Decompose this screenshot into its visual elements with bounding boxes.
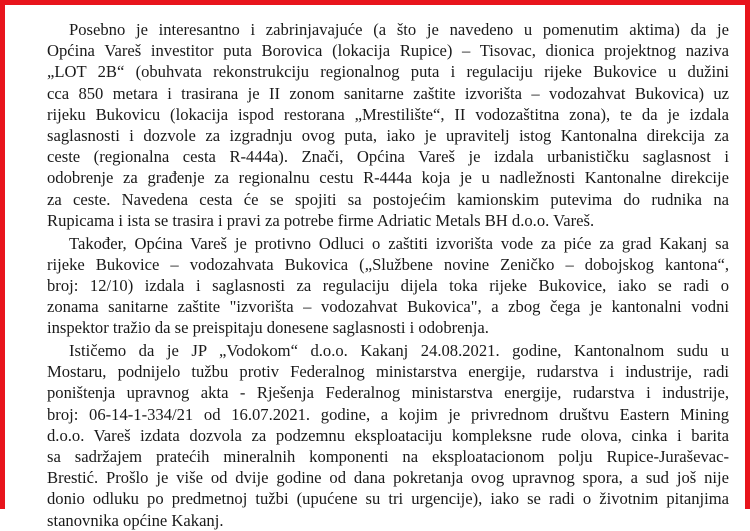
text-line: broj: 12/10) izdala i saglasnosti za regulaciju dijela toka rijeke Bukovice, iako se radi o — [47, 275, 729, 295]
text-line: rijeku Bukovicu (lokacija ispod restorana „Mrestilište“, II vodozaštitna zona), te da je izdala — [47, 104, 729, 124]
text-line: sa sadržajem pratećih mineralnih komponenti na eksploatacionom polju Rupice-Juraševac- — [47, 447, 729, 467]
text-line: d.o.o. Vareš izdata dozvola za podzemnu eksploataciju kompleksne rude olova, cinka i barita — [47, 425, 729, 445]
paragraph-lawsuit — [47, 340, 729, 531]
paragraph-investor-road — [47, 19, 729, 231]
text-line: donio odluku po predmetnoj tužbi (upućene su tri urgencije), iako se radi o životnim pitanjima — [47, 489, 729, 509]
text-line: Posebno je interesantno i zabrinjavajuće (a što je navedeno u pomenutim aktima) da je — [69, 20, 729, 39]
text-line: odobrenje za građenje za regionalnu cestu R-444a koja je u nadležnosti Kantonalne direkcije — [47, 168, 729, 188]
text-line: cca 850 metara i trasirana je II zonom sanitarne zaštite izvorišta – vodozahvat Bukovica) uz — [47, 83, 729, 103]
text-line: Mostaru, podnijelo tužbu protiv Federalnog ministarstva energije, rudarstva i industrije, radi — [47, 362, 729, 382]
document-body — [47, 19, 729, 531]
text-line: Brestić. Prošlo je više od dvije godine od dana pokretanja ovog upravnog spora, a sud još nije — [47, 468, 729, 488]
text-line: broj: 06-14-1-334/21 od 16.07.2021. godine, a kojim je privrednom društvu Eastern Mining — [47, 404, 729, 424]
text-line: saglasnosti i dozvole za izgradnju ovog puta, iako je upravitelj istog Kantonalna direkcija za — [47, 126, 729, 146]
text-line: ceste (regionalna cesta R-444a). Znači, Općina Vareš je izdala urbanističku saglasnost i — [47, 147, 729, 167]
text-line: „LOT 2B“ (obuhvata rekonstrukciju regionalnog puta i regulaciju rijeke Bukovice u dužini — [47, 62, 729, 82]
text-line: za ceste. Navedena cesta će se spojiti sa postojećim kamionskim putevima do rudnika na — [47, 189, 729, 209]
text-line: poništenja upravnog akta - Rješenja Federalnog ministarstva energije, rudarstva i industrije, — [47, 383, 729, 403]
text-line: zonama sanitarne zaštite "izvorišta – vodozahvat Bukovica", a zbog čega je kantonalni vodni — [47, 297, 729, 317]
text-line: inspektor tražio da se preispitaju donesene saglasnosti i odobrenja. — [47, 318, 489, 338]
text-line: Općina Vareš investitor puta Borovica (lokacija Rupice) – Tisovac, dionica projektnog naziva — [47, 41, 729, 61]
text-line: Također, Općina Vareš je protivno Odluci o zaštiti izvorišta vode za piće za grad Kakanj sa — [69, 233, 729, 253]
text-line: rijeke Bukovice – vodozahvata Bukovica („Službene novine Zeničko – dobojskog kantona“, — [47, 254, 729, 274]
text-line: Ističemo da je JP „Vodokom“ d.o.o. Kakanj 24.08.2021. godine, Kantonalnom sudu u — [69, 341, 729, 361]
text-line: stanovnika općine Kakanj. — [47, 510, 224, 530]
paragraph-water-protection — [47, 233, 729, 339]
text-line: Rupicama i ista se trasira i pravi za potrebe firme Adriatic Metals BH d.o.o. Vareš. — [47, 210, 595, 230]
